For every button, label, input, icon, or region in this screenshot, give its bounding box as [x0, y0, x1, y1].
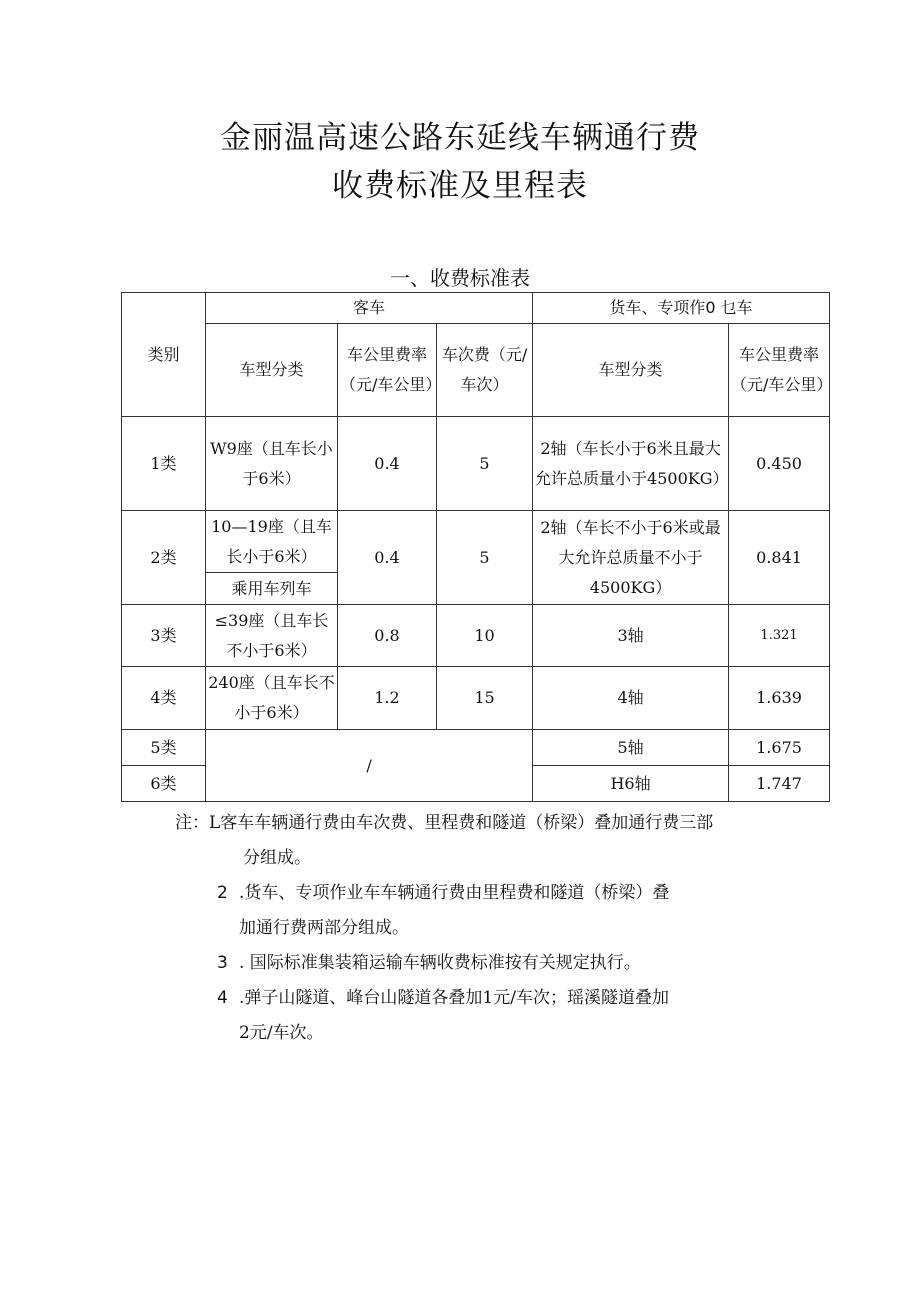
cell-passenger-trip-fee: 15: [437, 667, 533, 730]
cell-passenger-trip-fee: 5: [437, 511, 533, 605]
cell-passenger-rate: 0.4: [338, 417, 437, 511]
cell-category: 2类: [122, 511, 206, 605]
cell-passenger-rate: 0.8: [338, 605, 437, 667]
notes-section: [175, 806, 835, 1051]
cell-truck-rate: 1.321: [729, 605, 830, 667]
header-passenger-type: 车型分类: [206, 324, 338, 417]
cell-category: 3类: [122, 605, 206, 667]
header-truck-type: 车型分类: [533, 324, 729, 417]
cell-passenger-type: W9座（且车长小于6米）: [206, 417, 338, 511]
cell-category: 1类: [122, 417, 206, 511]
table-row: [122, 730, 830, 766]
cell-passenger-rate: 1.2: [338, 667, 437, 730]
cell-passenger-type: ≤39座（且车长不小于6米）: [206, 605, 338, 667]
header-passenger-trip-fee: 车次费（元/车次）: [437, 324, 533, 417]
header-passenger: 客车: [206, 293, 533, 324]
cell-truck-type: 3轴: [533, 605, 729, 667]
cell-passenger-trip-fee: 5: [437, 417, 533, 511]
note-4-text: .弹子山隧道、峰台山隧道各叠加1元/车次；瑶溪隧道叠加: [239, 988, 669, 1008]
header-truck: 货车、专项作0 乜车: [533, 293, 830, 324]
cell-truck-type: 2轴（车长小于6米且最大允许总质量小于4500KG）: [533, 417, 729, 511]
note-2-text: .货车、专项作业车车辆通行费由里程费和隧道（桥梁）叠: [239, 883, 670, 903]
cell-truck-type: 4轴: [533, 667, 729, 730]
table-row: [122, 605, 830, 667]
table-row: [122, 511, 830, 573]
note-1-continued: 分组成。: [243, 848, 311, 868]
cell-truck-rate: 0.450: [729, 417, 830, 511]
cell-passenger-type: 10—19座（且车长小于6米）: [206, 511, 338, 573]
cell-truck-rate: 1.639: [729, 667, 830, 730]
header-passenger-rate: 车公里费率（元/车公里）: [338, 324, 437, 417]
header-truck-rate: 车公里费率（元/车公里）: [729, 324, 830, 417]
note-4-number: 4: [217, 988, 228, 1008]
cell-truck-rate: 0.841: [729, 511, 830, 605]
document-title-line-2: 收费标准及里程表: [332, 168, 588, 204]
cell-passenger-rate: 0.4: [338, 511, 437, 605]
cell-category: 4类: [122, 667, 206, 730]
cell-truck-rate: 1.747: [729, 766, 830, 802]
cell-passenger-type-2: 乘用车列车: [206, 573, 338, 605]
section-title: 一、收费标准表: [390, 266, 530, 290]
table-row: [122, 667, 830, 730]
note-1-prefix: 注：L: [175, 813, 221, 833]
note-3: [175, 946, 835, 981]
cell-category: 5类: [122, 730, 206, 766]
header-category: 类别: [122, 293, 206, 417]
note-3-text: . 国际标准集装箱运输车辆收费标准按有关规定执行。: [239, 953, 641, 973]
note-4-continued: 2元/车次。: [239, 1023, 324, 1043]
note-2-continued: 加通行费两部分组成。: [239, 918, 409, 938]
cell-passenger-type: 240座（且车长不小于6米）: [206, 667, 338, 730]
fee-standard-table: [121, 292, 833, 802]
note-2-number: 2: [217, 883, 228, 903]
cell-truck-rate: 1.675: [729, 730, 830, 766]
note-1: [175, 806, 835, 841]
cell-truck-type: 2轴（车长不小于6米或最大允许总质量不小于4500KG）: [533, 511, 729, 605]
note-3-number: 3: [217, 953, 228, 973]
table-row: [122, 417, 830, 511]
note-1-text: 客车车辆通行费由车次费、里程费和隧道（桥梁）叠加通行费三部: [220, 813, 714, 833]
document-title-line-1: 金丽温高速公路东延线车辆通行费: [220, 120, 700, 156]
cell-truck-type: H6轴: [533, 766, 729, 802]
cell-category: 6类: [122, 766, 206, 802]
cell-passenger-trip-fee: 10: [437, 605, 533, 667]
note-2: [175, 876, 835, 911]
note-4: [175, 981, 835, 1016]
cell-passenger-empty: /: [206, 730, 533, 802]
cell-truck-type: 5轴: [533, 730, 729, 766]
